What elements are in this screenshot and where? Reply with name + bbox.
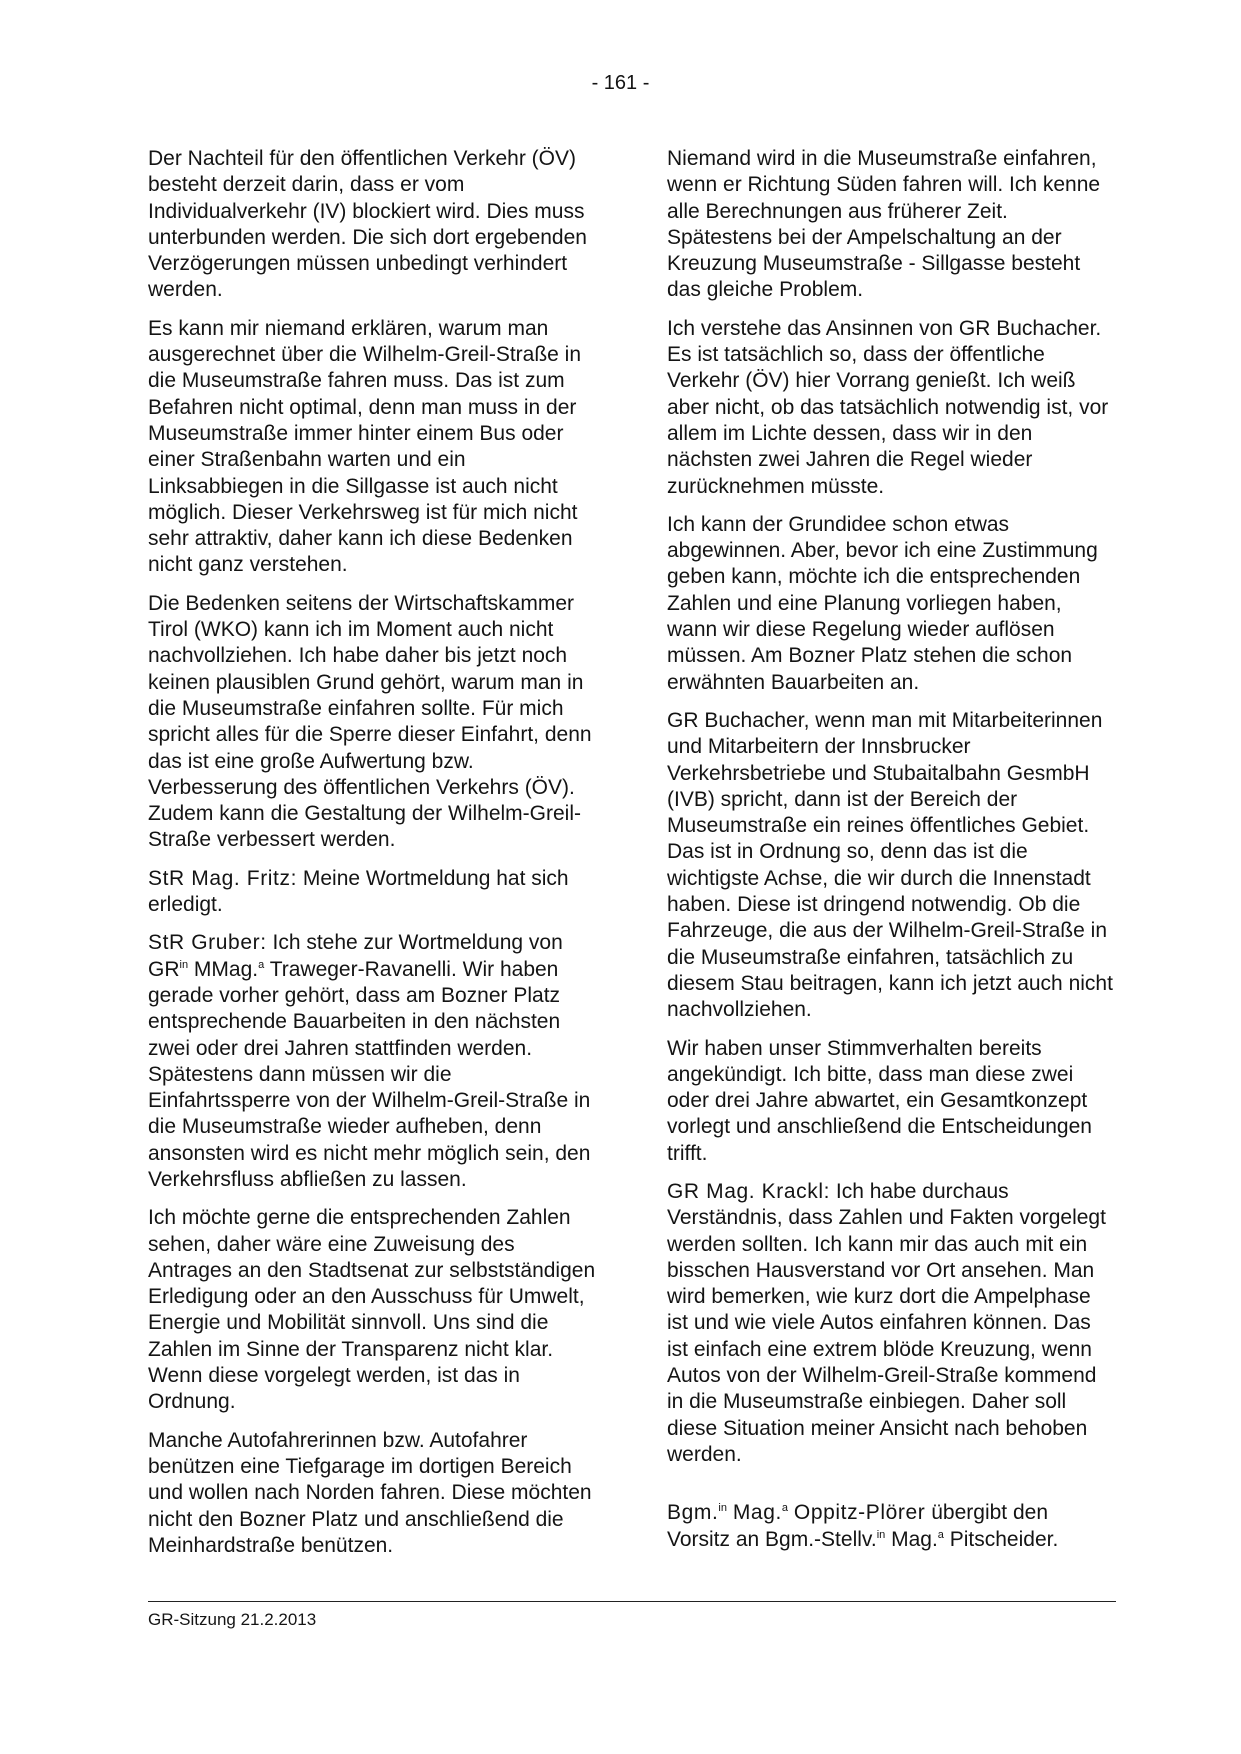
paragraph: Es kann mir niemand erklären, warum man ausgerechnet über die Wilhelm-Greil-Straße in die Museumstraße fahren muss. Das ist zum Befahren nicht optimal, denn man muss in der Museumstraße immer hinter einem Bus oder einer Straßenbahn warten und ein Linksabbiegen in die Sillgasse ist auch nicht möglich. Dieser Verkehrsweg ist für mich nicht sehr attraktiv, daher kann ich diese Bedenken nicht ganz verstehen.: [148, 316, 582, 577]
speech-text: Ich habe durchaus Verständnis, dass Zahlen und Fakten vorgelegt werden sollten. Ich kann mir das auch mit ein bisschen Hausverstand vor Ort ansehen. Man wird bemerken, wie kurz dort die Ampelphase ist und wie viele Autos einfahren können. Das ist einfach eine extrem blöde Kreuzung, wenn Autos von der Wilhelm-Greil-Straße kommend in die Museumstraße einbiegen. Daher soll diese Situation meiner Ansicht nach behoben werden.: [667, 1179, 1106, 1466]
speech-paragraph: [667, 1179, 1115, 1468]
speaker-name: Bgm.: [667, 1501, 719, 1525]
speaker-name: Oppitz-Plörer: [793, 1501, 926, 1525]
paragraph: Ich möchte gerne die entsprechenden Zahlen sehen, daher wäre eine Zuweisung des Antrages an den Stadtsenat zur selbstständigen Erledigung oder an den Ausschuss für Umwelt, Energie und Mobilität sinnvoll. Uns sind die Zahlen im Sinne der Transparenz nicht klar. Wenn diese vorgelegt werden, ist das in Ordnung.: [148, 1206, 596, 1414]
speech-text: Pitscheider.: [949, 1527, 1059, 1551]
speaker-name: GR Mag. Krackl:: [667, 1179, 831, 1203]
speaker-name: Mag.: [732, 1501, 782, 1525]
paragraph: Manche Autofahrerinnen bzw. Autofahrer benützen eine Tiefgarage im dortigen Bereich und wollen nach Norden fahren. Diese möchten nicht den Bozner Platz und anschließend die Meinhardstraße benützen.: [148, 1428, 592, 1557]
footer-session-label: GR-Sitzung 21.2.2013: [148, 1610, 317, 1629]
paragraph: Niemand wird in die Museumstraße einfahren, wenn er Richtung Süden fahren will. Ich kenne alle Berechnungen aus früherer Zeit. Spätestens bei der Ampelschaltung an der Kreuzung Museumstraße - Sillgasse besteht das gleiche Problem.: [667, 147, 1101, 302]
superscript: in: [179, 958, 189, 971]
superscript: a: [781, 1502, 789, 1515]
speech-paragraph: [148, 866, 596, 919]
superscript: a: [258, 958, 265, 971]
speech-text: Mag.: [891, 1527, 938, 1551]
paragraph: Der Nachteil für den öffentlichen Verkehr (ÖV) besteht derzeit darin, dass er vom Individualverkehr (IV) blockiert wird. Dies muss unterbunden werden. Die sich dort ergebenden Verzögerungen müssen unbedingt verhindert werden.: [148, 147, 587, 302]
paragraph: Ich kann der Grundidee schon etwas abgewinnen. Aber, bevor ich eine Zustimmung geben kann, möchte ich die entsprechenden Zahlen und eine Planung vorliegen haben, wann wir diese Regelung wieder auflösen müssen. Am Bozner Platz stehen die schon erwähnten Bauarbeiten an.: [667, 512, 1098, 694]
superscript: in: [718, 1502, 727, 1515]
speech-text: Meine Wortmeldung hat sich erledigt.: [148, 866, 569, 917]
paragraph: Ich verstehe das Ansinnen von GR Buchacher. Es ist tatsächlich so, dass der öffentliche Verkehr (ÖV) hier Vorrang genießt. Ich weiß aber nicht, ob das tatsächlich notwendig ist, vor allem im Lichte dessen, dass wir in den nächsten zwei Jahren die Regel wieder zurücknehmen müsste.: [667, 316, 1109, 498]
speaker-name: StR Mag. Fritz:: [148, 866, 298, 890]
right-column: [667, 146, 1115, 1565]
paragraph: Die Bedenken seitens der Wirtschaftskammer Tirol (WKO) kann ich im Moment auch nicht nachvollziehen. Ich habe daher bis jetzt noch keinen plausiblen Grund gehört, warum man in die Museumstraße einfahren sollte. Für mich spricht alles für die Sperre dieser Einfahrt, denn das ist eine große Aufwertung bzw. Verbesserung des öffentlichen Verkehrs (ÖV). Zudem kann die Gestaltung der Wilhelm-Greil-Straße verbessert werden.: [148, 591, 592, 852]
paragraph: GR Buchacher, wenn man mit Mitarbeiterinnen und Mitarbeitern der Innsbrucker Verkehrsbetriebe und Stubaitalbahn GesmbH (IVB) spricht, dann ist der Bereich der Museumstraße ein reines öffentliches Gebiet. Das ist in Ordnung so, denn das ist die wichtigste Achse, die wir durch die Innenstadt haben. Diese ist dringend notwendig. Ob die Fahrzeuge, die aus der Wilhelm-Greil-Straße in die Museumstraße einfahren, tatsächlich zu diesem Stau beitragen, kann ich jetzt auch nicht nachvollziehen.: [667, 708, 1113, 1022]
speech-text: MMag.: [193, 957, 259, 981]
speech-paragraph: [148, 930, 596, 1193]
superscript: in: [876, 1528, 886, 1541]
chair-handover-note: [667, 1500, 1115, 1553]
speech-text: Ich stehe zur Wortmeldung von GR: [148, 931, 563, 981]
speaker-name: StR Gruber:: [148, 931, 267, 955]
paragraph: Wir haben unser Stimmverhalten bereits angekündigt. Ich bitte, dass man diese zwei oder drei Jahre abwartet, ein Gesamtkonzept vorlegt und anschließend die Entscheidungen trifft.: [667, 1036, 1092, 1165]
speech-text: Traweger-Ravanelli. Wir haben gerade vorher gehört, dass am Bozner Platz entsprechende Bauarbeiten in den nächsten zwei oder drei Jahren stattfinden werden. Spätestens dann müssen wir die Einfahrtssperre von der Wilhelm-Greil-Straße in die Museumstraße wieder aufheben, denn ansonsten wird es nicht mehr möglich sein, den Verkehrsfluss abfließen zu lassen.: [148, 957, 591, 1191]
footer-divider: [148, 1601, 1116, 1602]
page-number: - 161 -: [591, 72, 650, 94]
superscript: a: [937, 1528, 944, 1541]
speech-text: übergibt den Vorsitz an Bgm.-Stellv.: [667, 1501, 1049, 1551]
left-column: [148, 146, 596, 1571]
